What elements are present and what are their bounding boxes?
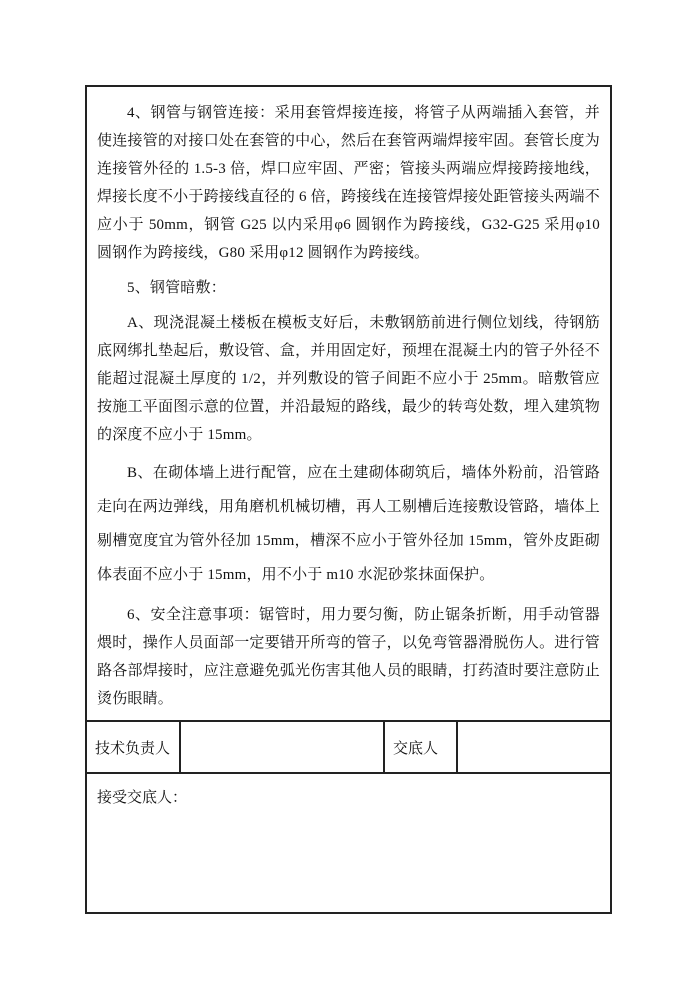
discloser-label: 交底人 — [383, 722, 456, 772]
paragraph-4-pipe-connection: 4、钢管与钢管连接：采用套管焊接连接，将管子从两端插入套管，并使连接管的对接口处在套管的中心，然后在套管两端焊接牢固。套管长度为连接管外径的 1.5-3 倍，焊口应牢固、严密；管接头两端应焊接跨接地线，焊接长度不小于跨接线直径的 6 倍，跨接线在连接管焊接处距管接头两端不应小于 50mm，钢管 G25 以内采用φ6 圆钢作为跨接线，G32-G25 采用φ10 圆钢作为跨接线，G80 采用φ12 圆钢作为跨接线。 — [97, 105, 600, 261]
disclosure-table — [85, 85, 612, 914]
paragraph-5-heading: 5、钢管暗敷： — [127, 280, 226, 296]
paragraph-a-concrete-slab: A、现浇混凝土楼板在模板支好后，未敷钢筋前进行侧位划线，待钢筋底网绑扎垫起后，敷设管、盒，并用固定好，预埋在混凝土内的管子外径不能超过混凝土厚度的 1/2，并列敷设的管子间距不应小于 25mm。暗敷管应按施工平面图示意的位置，并沿最短的路线，最少的转弯处数，埋入建筑物的深度不应小于 15mm。 — [97, 315, 600, 443]
document-body — [87, 87, 610, 713]
paragraph-6-safety-notes: 6、安全注意事项：锯管时，用力要匀衡，防止锯条折断，用手动管器煨时，操作人员面部一定要错开所弯的管子，以免弯管器滑脱伤人。进行管路各部焊接时，应注意避免弧光伤害其他人员的眼睛，打药渣时要注意防止烫伤眼睛。 — [97, 607, 600, 707]
signature-row — [87, 720, 610, 772]
receiver-row — [87, 772, 610, 912]
tech-lead-value-cell — [179, 722, 383, 772]
paragraph-b-masonry-wall: B、在砌体墙上进行配管，应在土建砌体砌筑后，墙体外粉前，沿管路走向在两边弹线，用角磨机机械切槽，再人工剔槽后连接敷设管路，墙体上剔槽宽度宜为管外径加 15mm，槽深不应小于管外径加 15mm，管外皮距砌体表面不应小于 15mm，用不小于 m10 水泥砂浆抹面保护。 — [97, 465, 600, 583]
discloser-value-cell — [456, 722, 610, 772]
receiver-label: 接受交底人： — [97, 790, 188, 806]
tech-lead-label: 技术负责人 — [95, 740, 171, 757]
